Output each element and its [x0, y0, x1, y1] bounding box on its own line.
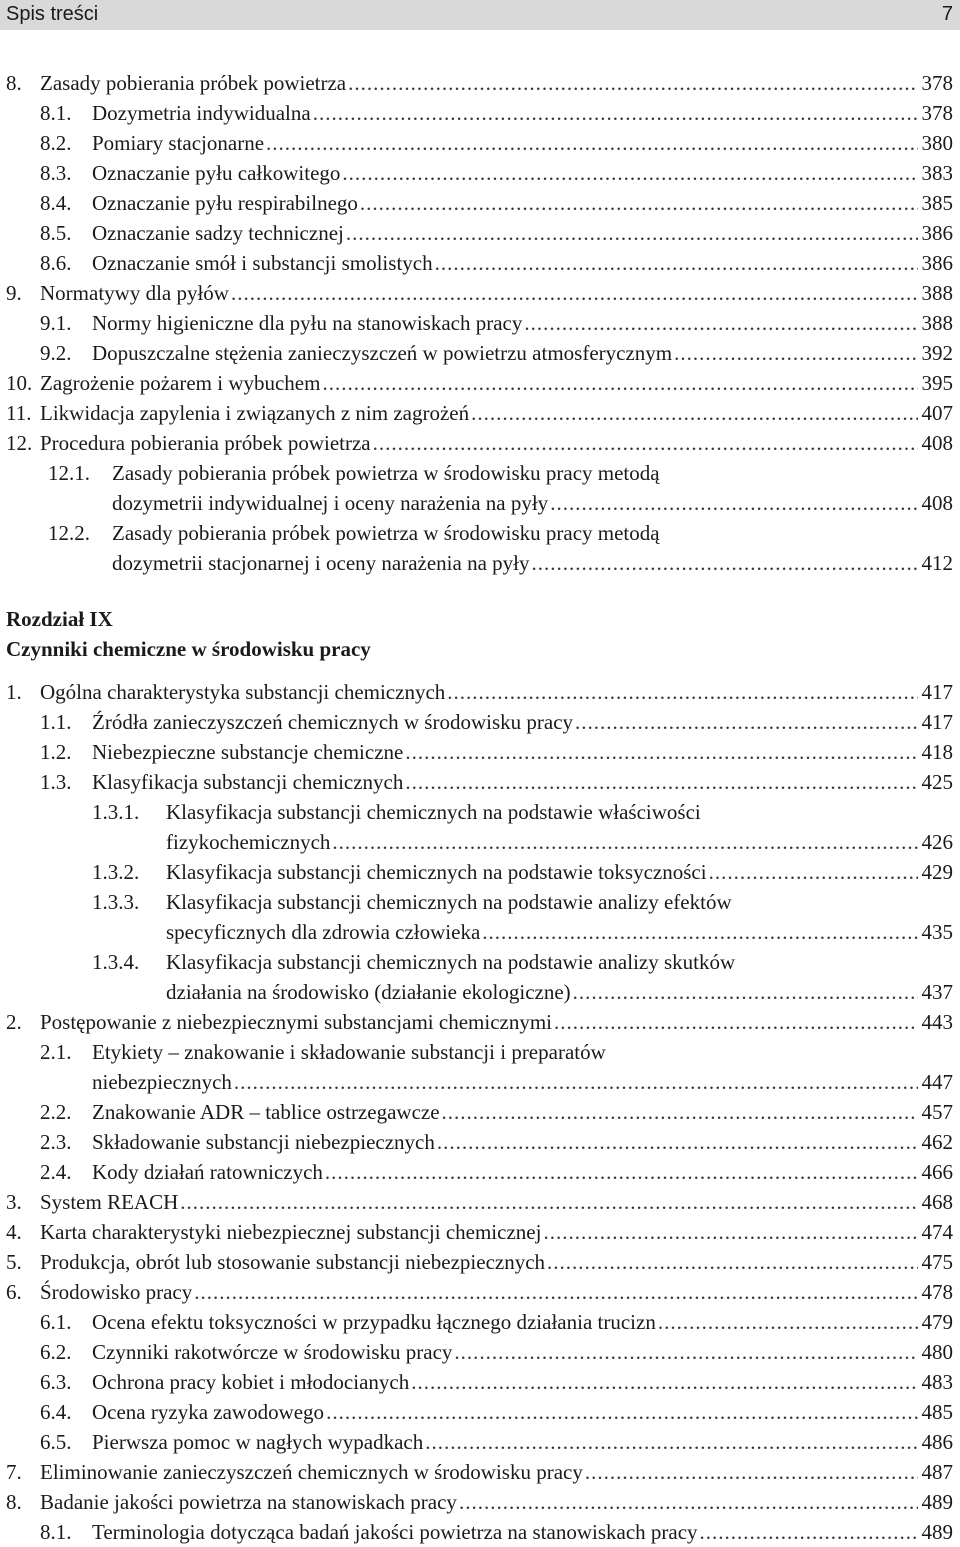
- toc-entry: [0, 737, 960, 767]
- dot-leader: [332, 827, 917, 857]
- toc-entry-page: 388: [921, 311, 953, 335]
- toc-entry-title: Oznaczanie pyłu całkowitego: [92, 161, 341, 185]
- toc-entry-number: 9.: [6, 281, 22, 305]
- dot-leader: [524, 308, 917, 338]
- toc-entry-line: [40, 1277, 953, 1307]
- toc-entry-line: [92, 1067, 953, 1097]
- toc-entry: [0, 827, 960, 857]
- toc-entry-number: 9.2.: [40, 341, 72, 365]
- toc-entry: [0, 677, 960, 707]
- toc-entry-page: 475: [921, 1250, 953, 1274]
- toc-entry-number: 12.2.: [48, 521, 90, 545]
- toc-entry: [0, 1007, 960, 1037]
- dot-leader: [348, 68, 917, 98]
- dot-leader: [709, 857, 918, 887]
- toc-entry: [0, 1037, 960, 1067]
- toc-entry-page: 486: [921, 1430, 953, 1454]
- header-page-number: 7: [941, 3, 953, 25]
- dot-leader: [180, 1187, 917, 1217]
- toc-entry: [0, 977, 960, 1007]
- toc-entry-line: [112, 548, 953, 578]
- dot-leader: [532, 548, 918, 578]
- dot-leader: [325, 1157, 918, 1187]
- toc-entry-page: 487: [921, 1460, 953, 1484]
- toc-entry-page: 388: [921, 281, 953, 305]
- toc-entry-line: [92, 1307, 953, 1337]
- dot-leader: [405, 737, 917, 767]
- toc-entry-number: 3.: [6, 1190, 22, 1214]
- toc-entry-line: [40, 1247, 953, 1277]
- toc-entry-title: Postępowanie z niebezpiecznymi substancjami chemicznymi: [40, 1010, 552, 1034]
- toc-entry-page: 417: [921, 710, 953, 734]
- toc-entry-number: 6.3.: [40, 1370, 72, 1394]
- toc-entry-title: System REACH: [40, 1190, 179, 1214]
- toc-entry-title: Klasyfikacja substancji chemicznych: [92, 770, 404, 794]
- toc-entry-line: [92, 158, 953, 188]
- dot-leader: [411, 1367, 917, 1397]
- toc-entry-page: 417: [921, 680, 953, 704]
- toc-entry-title: Badanie jakości powietrza na stanowiskach pracy: [40, 1490, 457, 1514]
- toc-entry-number: 10.: [6, 371, 33, 395]
- dot-leader: [234, 1067, 918, 1097]
- dot-leader: [543, 1217, 917, 1247]
- toc-entry-page: 474: [921, 1220, 953, 1244]
- dot-leader: [373, 428, 918, 458]
- toc-entry: [0, 1337, 960, 1367]
- toc-entry-title: Składowanie substancji niebezpiecznych: [92, 1130, 435, 1154]
- toc-entry-number: 8.1.: [40, 101, 72, 125]
- toc-entry-number: 2.: [6, 1010, 22, 1034]
- toc-entry: [0, 1157, 960, 1187]
- toc-entry-page: 407: [921, 401, 953, 425]
- toc-entry-line: [92, 1397, 953, 1427]
- dot-leader: [266, 128, 917, 158]
- toc-entry-number: 6.2.: [40, 1340, 72, 1364]
- toc-entry: [0, 1517, 960, 1547]
- toc-entry-number: 1.2.: [40, 740, 72, 764]
- dot-leader: [547, 1247, 917, 1277]
- toc-entry-number: 9.1.: [40, 311, 72, 335]
- toc-entry-title: Eliminowanie zanieczyszczeń chemicznych w środowisku pracy: [40, 1460, 583, 1484]
- toc-entry-line: [92, 707, 953, 737]
- toc-entry-number: 8.2.: [40, 131, 72, 155]
- dot-leader: [459, 1487, 918, 1517]
- toc-entry-page: 483: [921, 1370, 953, 1394]
- dot-leader: [435, 248, 918, 278]
- toc-entry-page: 489: [921, 1490, 953, 1514]
- toc-entry: [0, 1187, 960, 1217]
- toc-entry: [0, 1427, 960, 1457]
- toc-entry-title: Źródła zanieczyszczeń chemicznych w środowisku pracy: [92, 710, 574, 734]
- chapter-label: Rozdział IX: [6, 607, 113, 631]
- toc-entry-number: 5.: [6, 1250, 22, 1274]
- toc-entry-number: 8.: [6, 71, 22, 95]
- toc-entry: [0, 707, 960, 737]
- toc-entry-line: [92, 1367, 953, 1397]
- toc-entry-line: [166, 977, 953, 1007]
- dot-leader: [194, 1277, 917, 1307]
- toc-entry-number: 7.: [6, 1460, 22, 1484]
- toc-entry-title: Terminologia dotycząca badań jakości powietrza na stanowiskach pracy: [92, 1520, 698, 1544]
- toc-entry-title: Dopuszczalne stężenia zanieczyszczeń w powietrzu atmosferycznym: [92, 341, 673, 365]
- toc-entry-title: Klasyfikacja substancji chemicznych na podstawie właściwości: [166, 800, 701, 824]
- toc-entry-page: 425: [921, 770, 953, 794]
- toc-entry-title: Etykiety – znakowanie i składowanie substancji i preparatów: [92, 1040, 606, 1064]
- dot-leader: [658, 1307, 918, 1337]
- toc-entry-line: [112, 458, 660, 488]
- toc-entry: [0, 428, 960, 458]
- toc-entry: [0, 248, 960, 278]
- toc-entry-line: [92, 1517, 953, 1547]
- toc-entry: [0, 1457, 960, 1487]
- toc-entry-number: 1.3.2.: [92, 860, 140, 884]
- toc-entry-title: Znakowanie ADR – tablice ostrzegawcze: [92, 1100, 440, 1124]
- toc-entry-page: 468: [921, 1190, 953, 1214]
- toc-entry-number: 6.: [6, 1280, 22, 1304]
- toc-entry-line: [92, 1037, 606, 1067]
- toc-entry-line: [112, 518, 660, 548]
- toc-entry-number: 12.1.: [48, 461, 90, 485]
- toc-entry-title: Klasyfikacja substancji chemicznych na podstawie toksyczności: [166, 860, 707, 884]
- dot-leader: [482, 917, 917, 947]
- dot-leader: [326, 1397, 917, 1427]
- toc-entry-line: [40, 1457, 953, 1487]
- toc-entry-line: [166, 857, 953, 887]
- toc-entry: [0, 518, 960, 548]
- toc-entry-page: 462: [921, 1130, 953, 1154]
- toc-entry-line: [40, 1487, 953, 1517]
- toc-entry-page: 435: [921, 920, 953, 944]
- toc-entry-title: Oznaczanie smół i substancji smolistych: [92, 251, 433, 275]
- toc-entry-page: 383: [921, 161, 953, 185]
- toc-entry: [0, 887, 960, 917]
- toc-entry-title: Pierwsza pomoc w nagłych wypadkach: [92, 1430, 424, 1454]
- dot-leader: [700, 1517, 918, 1547]
- toc-entry: [0, 398, 960, 428]
- toc-entry: [0, 158, 960, 188]
- toc-entry-number: 1.3.: [40, 770, 72, 794]
- dot-leader: [313, 98, 918, 128]
- toc-entry-title: Ocena efektu toksyczności w przypadku łącznego działania trucizn: [92, 1310, 656, 1334]
- dot-leader: [360, 188, 918, 218]
- dot-leader: [437, 1127, 918, 1157]
- toc-entry: [0, 1097, 960, 1127]
- toc-entry-number: 8.1.: [40, 1520, 72, 1544]
- toc-entry-line: [92, 1127, 953, 1157]
- toc-entry: [0, 1217, 960, 1247]
- toc-entry-number: 1.3.1.: [92, 800, 140, 824]
- toc-entry-line: [40, 677, 953, 707]
- toc-entry-line: [166, 797, 701, 827]
- toc-entry: [0, 1277, 960, 1307]
- toc-entry-title: Zasady pobierania próbek powietrza w środowisku pracy metodą: [112, 521, 660, 545]
- header-title: Spis treści: [6, 3, 99, 25]
- toc-entry: [0, 278, 960, 308]
- toc-entry-line: [40, 368, 953, 398]
- toc-entry-line: [112, 488, 953, 518]
- dot-leader: [674, 338, 917, 368]
- toc-entry-title: Zasady pobierania próbek powietrza: [40, 71, 347, 95]
- dot-leader: [425, 1427, 917, 1457]
- dot-leader: [342, 158, 917, 188]
- toc-entry-page: 447: [921, 1070, 953, 1094]
- toc-entry-page: 437: [921, 980, 953, 1004]
- toc-entry-number: 2.4.: [40, 1160, 72, 1184]
- dot-leader: [554, 1007, 918, 1037]
- toc-entry-line: [92, 737, 953, 767]
- toc-entry-page: 386: [921, 251, 953, 275]
- toc-entry-page: 429: [921, 860, 953, 884]
- toc-entry-line: [92, 1427, 953, 1457]
- toc-entry: [0, 1487, 960, 1517]
- toc-entry-number: 6.1.: [40, 1310, 72, 1334]
- toc-entry: [0, 1367, 960, 1397]
- toc-entry-title: Procedura pobierania próbek powietrza: [40, 431, 371, 455]
- dot-leader: [405, 767, 917, 797]
- toc-entry-line: [92, 128, 953, 158]
- toc-entry-number: 2.3.: [40, 1130, 72, 1154]
- toc-entry-line: [166, 827, 953, 857]
- toc-entry-line: [40, 278, 953, 308]
- toc-entry: [0, 128, 960, 158]
- dot-leader: [575, 707, 917, 737]
- toc-entry-page: 480: [921, 1340, 953, 1364]
- toc-entry-title: Produkcja, obrót lub stosowanie substancji niebezpiecznych: [40, 1250, 546, 1274]
- toc-entry-title: Ogólna charakterystyka substancji chemicznych: [40, 680, 446, 704]
- toc-entry-title: niebezpiecznych: [92, 1070, 232, 1094]
- toc-entry: [0, 308, 960, 338]
- toc-entry-line: [92, 248, 953, 278]
- toc-entry-number: 6.4.: [40, 1400, 72, 1424]
- toc-entry-title: Normatywy dla pyłów: [40, 281, 229, 305]
- toc-entry-number: 6.5.: [40, 1430, 72, 1454]
- toc-entry-title: Kody działań ratowniczych: [92, 1160, 323, 1184]
- toc-entry-line: [92, 767, 953, 797]
- toc-entry-line: [92, 1157, 953, 1187]
- toc-entry: [0, 1067, 960, 1097]
- toc-entry-number: 1.3.3.: [92, 890, 140, 914]
- toc-entry-title: Zasady pobierania próbek powietrza w środowisku pracy metodą: [112, 461, 660, 485]
- toc-entry-page: 479: [921, 1310, 953, 1334]
- toc-entry-page: 408: [921, 491, 953, 515]
- toc-entry-line: [166, 947, 735, 977]
- toc-entry-number: 2.1.: [40, 1040, 72, 1064]
- toc-entry: [0, 1397, 960, 1427]
- dot-leader: [442, 1097, 918, 1127]
- toc-entry: [0, 548, 960, 578]
- toc-entry-number: 4.: [6, 1220, 22, 1244]
- toc-entry-number: 8.4.: [40, 191, 72, 215]
- toc-entry: [0, 458, 960, 488]
- toc-entry-page: 378: [921, 101, 953, 125]
- toc-entry-line: [92, 98, 953, 128]
- toc-entry-number: 12.: [6, 431, 33, 455]
- toc-entry-title: Niebezpieczne substancje chemiczne: [92, 740, 404, 764]
- toc-entry-title: działania na środowisko (działanie ekologiczne): [166, 980, 571, 1004]
- toc-entry: [0, 1307, 960, 1337]
- toc-entry-page: 395: [921, 371, 953, 395]
- toc-entry: [0, 218, 960, 248]
- toc-entry-page: 408: [921, 431, 953, 455]
- toc-entry-page: 426: [921, 830, 953, 854]
- toc-entry-title: Czynniki rakotwórcze w środowisku pracy: [92, 1340, 453, 1364]
- toc-entry-line: [92, 308, 953, 338]
- toc-entry-line: [166, 917, 953, 947]
- toc-entry: [0, 188, 960, 218]
- toc-entry-title: Normy higieniczne dla pyłu na stanowiskach pracy: [92, 311, 523, 335]
- toc-entry: [0, 917, 960, 947]
- dot-leader: [346, 218, 918, 248]
- toc-entry-page: 386: [921, 221, 953, 245]
- toc-entry-number: 8.: [6, 1490, 22, 1514]
- toc-entry-line: [40, 1217, 953, 1247]
- toc-entry: [0, 368, 960, 398]
- toc-entry-number: 1.: [6, 680, 22, 704]
- toc-entry-page: 466: [921, 1160, 953, 1184]
- toc-entry-page: 378: [921, 71, 953, 95]
- toc-entry-line: [40, 1187, 953, 1217]
- toc-entry-line: [40, 428, 953, 458]
- toc-entry-number: 1.3.4.: [92, 950, 140, 974]
- toc-entry-line: [40, 68, 953, 98]
- toc-entry-title: Dozymetria indywidualna: [92, 101, 311, 125]
- toc-entry-title: Klasyfikacja substancji chemicznych na podstawie analizy efektów: [166, 890, 732, 914]
- toc-entry-number: 11.: [6, 401, 32, 425]
- toc-entry-page: 385: [921, 191, 953, 215]
- toc-entry-page: 478: [921, 1280, 953, 1304]
- toc-entry-page: 412: [921, 551, 953, 575]
- dot-leader: [573, 977, 918, 1007]
- toc-entry-line: [92, 188, 953, 218]
- toc-entry-title: Karta charakterystyki niebezpiecznej substancji chemicznej: [40, 1220, 542, 1244]
- toc-entry-title: Ocena ryzyka zawodowego: [92, 1400, 325, 1424]
- toc-entry: [0, 338, 960, 368]
- chapter-title: Czynniki chemiczne w środowisku pracy: [6, 637, 371, 661]
- toc-entry-line: [92, 1097, 953, 1127]
- toc-entry-title: Ochrona pracy kobiet i młodocianych: [92, 1370, 410, 1394]
- toc-entry-title: Zagrożenie pożarem i wybuchem: [40, 371, 321, 395]
- toc-entry: [0, 98, 960, 128]
- toc-entry-page: 380: [921, 131, 953, 155]
- dot-leader: [471, 398, 917, 428]
- toc-entry-line: [40, 398, 953, 428]
- toc-entry: [0, 488, 960, 518]
- toc-entry-number: 8.3.: [40, 161, 72, 185]
- toc-entry-title: Oznaczanie pyłu respirabilnego: [92, 191, 358, 215]
- toc-entry-title: Klasyfikacja substancji chemicznych na podstawie analizy skutków: [166, 950, 736, 974]
- toc-entry: [0, 68, 960, 98]
- toc-entry-title: dozymetrii stacjonarnej i oceny narażenia na pyły: [112, 551, 530, 575]
- dot-leader: [447, 677, 917, 707]
- dot-leader: [231, 278, 918, 308]
- toc-entry-page: 392: [921, 341, 953, 365]
- toc-entry-page: 418: [921, 740, 953, 764]
- dot-leader: [322, 368, 917, 398]
- toc-entry-line: [92, 218, 953, 248]
- toc-entry-title: dozymetrii indywidualnej i oceny narażenia na pyły: [112, 491, 549, 515]
- toc-entry: [0, 947, 960, 977]
- dot-leader: [585, 1457, 918, 1487]
- dot-leader: [550, 488, 917, 518]
- toc-entry-line: [40, 1007, 953, 1037]
- toc-entry: [0, 797, 960, 827]
- dot-leader: [454, 1337, 917, 1367]
- toc-entry-title: fizykochemicznych: [166, 830, 331, 854]
- toc-entry-title: Likwidacja zapylenia i związanych z nim zagrożeń: [40, 401, 470, 425]
- toc-entry-page: 489: [921, 1520, 953, 1544]
- toc-entry-page: 457: [921, 1100, 953, 1124]
- toc-entry-number: 8.6.: [40, 251, 72, 275]
- toc-entry-line: [166, 887, 732, 917]
- toc-entry: [0, 1247, 960, 1277]
- toc-entry: [0, 1127, 960, 1157]
- toc-entry-line: [92, 338, 953, 368]
- toc-entry-number: 2.2.: [40, 1100, 72, 1124]
- toc-entry-title: Oznaczanie sadzy technicznej: [92, 221, 344, 245]
- toc-entry: [0, 857, 960, 887]
- toc-entry-line: [92, 1337, 953, 1367]
- toc-entry-number: 8.5.: [40, 221, 72, 245]
- toc-entry-page: 485: [921, 1400, 953, 1424]
- toc-entry-title: Środowisko pracy: [40, 1280, 193, 1304]
- toc-entry: [0, 767, 960, 797]
- toc-entry-number: 1.1.: [40, 710, 72, 734]
- toc-entry-title: Pomiary stacjonarne: [92, 131, 265, 155]
- toc-entry-page: 443: [921, 1010, 953, 1034]
- toc-entry-title: specyficznych dla zdrowia człowieka: [166, 920, 481, 944]
